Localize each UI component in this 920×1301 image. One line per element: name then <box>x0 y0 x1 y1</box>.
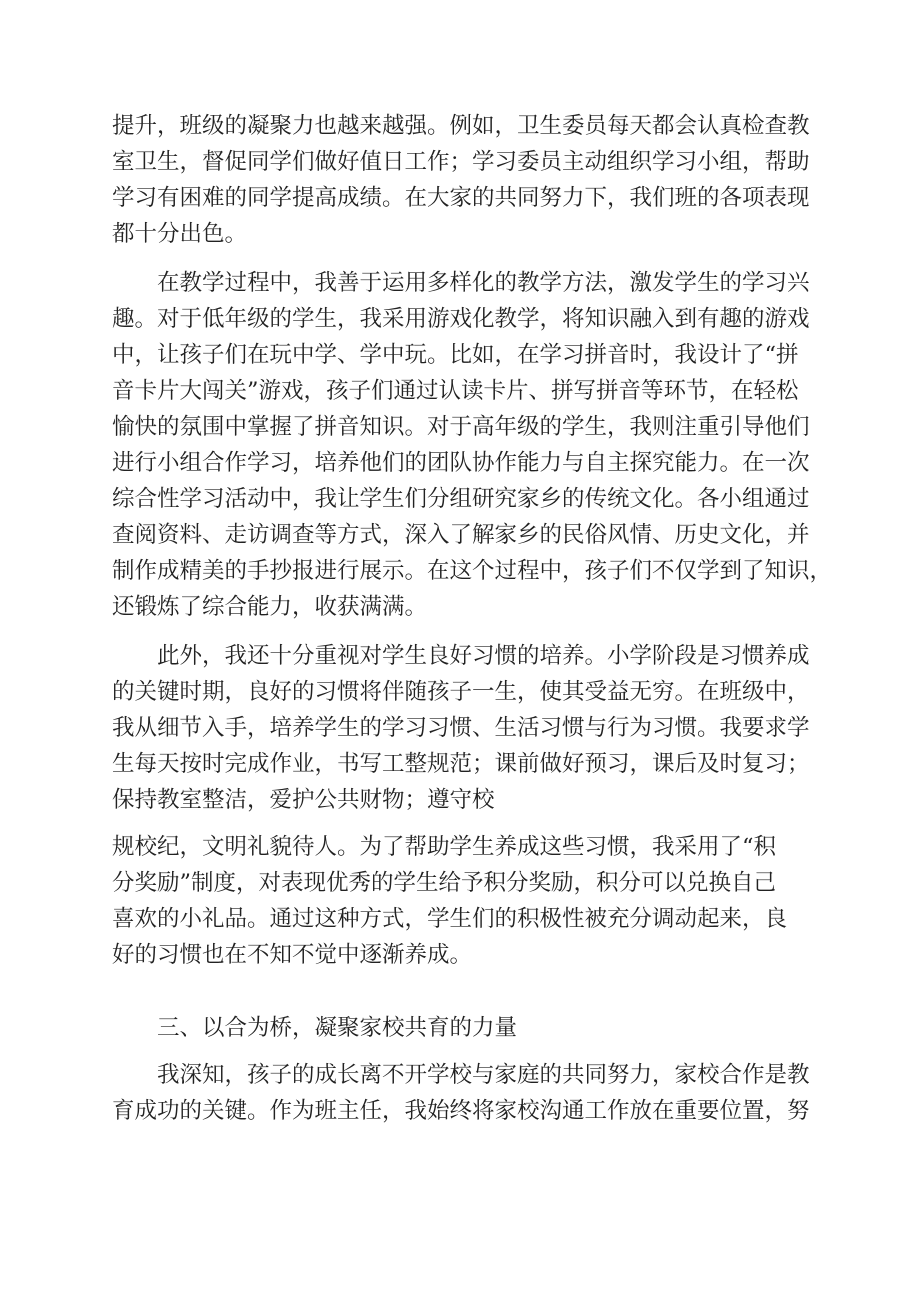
section-heading: 三、以合为桥，凝聚家校共育的力量 <box>157 1015 518 1041</box>
text-line: 综合性学习活动中，我让学生们分组研究家乡的传统文化。各小组通过 <box>112 486 810 512</box>
text-line: 还锻炼了综合能力，收获满满。 <box>112 594 428 620</box>
text-line: 此外，我还十分重视对学生良好习惯的培养。小学阶段是习惯养成 <box>157 643 810 669</box>
text-line: 音卡片大闯关”游戏，孩子们通过认读卡片、拼写拼音等环节，在轻松 <box>112 378 799 404</box>
paragraph-home-school <box>112 1057 812 1129</box>
document-page <box>112 108 833 1129</box>
text-line: 好的习惯也在不知不觉中逐渐养成。 <box>112 942 473 968</box>
text-line: 育成功的关键。作为班主任，我始终将家校沟通工作放在重要位置，努 <box>112 1098 810 1124</box>
text-line: 中，让孩子们在玩中学、学中玩。比如，在学习拼音时，我设计了“拼 <box>112 342 799 368</box>
text-line: 我从细节入手，培养学生的学习习惯、生活习惯与行为习惯。我要求学 <box>112 715 810 741</box>
text-line: 学习有困难的同学提高成绩。在大家的共同努力下，我们班的各项表现 <box>112 185 810 211</box>
text-line: 愉快的氛围中掌握了拼音知识。对于高年级的学生，我则注重引导他们 <box>112 414 810 440</box>
text-line: 分奖励”制度，对表现优秀的学生给予积分奖励，积分可以兑换自己 <box>112 870 777 896</box>
text-line: 趣。对于低年级的学生，我采用游戏化教学，将知识融入到有趣的游戏 <box>112 306 810 332</box>
text-line: 生每天按时完成作业，书写工整规范；课前做好预习，课后及时复习； <box>112 751 810 777</box>
text-line: 的关键时期，良好的习惯将伴随孩子一生，使其受益无穷。在班级中， <box>112 679 810 705</box>
text-line: 提升，班级的凝聚力也越来越强。例如，卫生委员每天都会认真检查教 <box>112 113 810 139</box>
text-line: 喜欢的小礼品。通过这种方式，学生们的积极性被充分调动起来，良 <box>112 906 788 932</box>
text-line: 在教学过程中，我善于运用多样化的教学方法，激发学生的学习兴 <box>157 270 810 296</box>
paragraph-class-cohesion <box>112 108 812 252</box>
text-line: 都十分出色。 <box>112 221 248 247</box>
paragraph-reward-system <box>112 829 812 973</box>
text-line: 室卫生，督促同学们做好值日工作；学习委员主动组织学习小组，帮助 <box>112 149 810 175</box>
text-line: 制作成精美的手抄报进行展示。在这个过程中，孩子们不仅学到了知识， <box>112 558 833 584</box>
text-line: 进行小组合作学习，培养他们的团队协作能力与自主探究能力。在一次 <box>112 450 810 476</box>
paragraph-teaching-methods <box>112 265 833 625</box>
text-line: 查阅资料、走访调查等方式，深入了解家乡的民俗风情、历史文化，并 <box>112 522 810 548</box>
paragraph-good-habits <box>112 638 812 818</box>
text-line: 规校纪，文明礼貌待人。为了帮助学生养成这些习惯，我采用了“积 <box>112 834 777 860</box>
text-line: 我深知，孩子的成长离不开学校与家庭的共同努力，家校合作是教 <box>157 1062 810 1088</box>
text-line: 保持教室整洁，爱护公共财物；遵守校 <box>112 787 495 813</box>
